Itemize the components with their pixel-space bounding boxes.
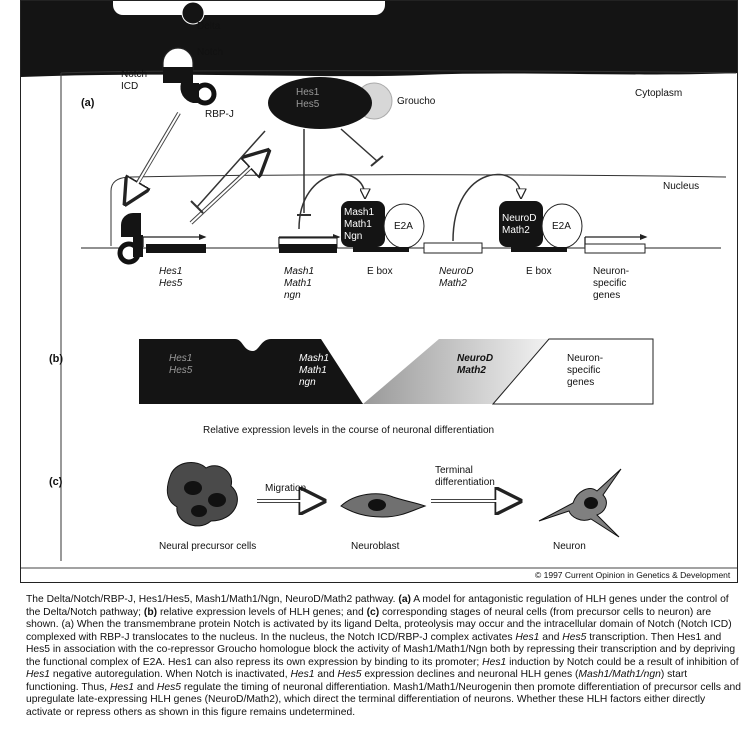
- caption-a-text: A model for antagonistic regulation of HLH genes under the control of the Delta/Notch pathway;: [26, 594, 729, 618]
- caption-b-bold: (b): [143, 606, 158, 618]
- panel-c-label: (c): [49, 476, 63, 488]
- neurod-gene-label: NeuroD Math2: [439, 266, 474, 289]
- caption-c-bold: (c): [366, 606, 380, 618]
- neuroblast-nucleus: [368, 499, 386, 511]
- delta-cell-outline: [113, 1, 385, 15]
- caption-and-a: and: [539, 631, 563, 643]
- caption-a-bold: (a): [398, 594, 411, 605]
- mash-gene: [279, 244, 337, 253]
- caption-lead: The Delta/Notch/RBP-J, Hes1/Hes5, Mash1/Math1/Ngn, NeuroD/Math2 pathway.: [26, 594, 399, 605]
- ebox-2: [511, 247, 567, 252]
- caption-hes1-a: Hes1: [515, 631, 540, 643]
- caption-mash: Mash1/Math1/ngn: [578, 669, 661, 680]
- notch-icd-shape: [180, 83, 199, 103]
- expr-neuron-label: Neuron- specific genes: [567, 353, 604, 388]
- hes-complex-label: Hes1 Hes5: [296, 87, 320, 110]
- mash-gene-label: Mash1 Math1 ngn: [284, 266, 315, 301]
- neurod-gene: [424, 243, 482, 253]
- caption-c-text: corresponding stages of neural cells (from precursor cells to neuron) are shown. (a) When the transmembrane protein Notch is activated by its ligand Delta, proteolysis may occur and the intracellular domain of Notch (Notch ICD) complexed with RBP-J translocates to the nucleus. In the nucleus, the Notch ICD/RBP-J complex activates: [26, 606, 732, 643]
- caption-t5: expression declines and neuronal HLH genes (: [361, 669, 579, 680]
- hes-complex: [268, 77, 372, 129]
- translocation-arrow-inner: [129, 113, 179, 198]
- expr-hes-label: Hes1 Hes5: [169, 353, 193, 376]
- expr-neurod-label: NeuroD Math2: [457, 353, 494, 376]
- expr-mash-label: Mash1 Math1 ngn: [299, 353, 330, 388]
- panel-b-label: (b): [49, 353, 64, 365]
- inhibit-e2a: [341, 129, 377, 161]
- caption-b-text: relative expression levels of HLH genes; and: [157, 606, 367, 618]
- caption-t2: transcription. Then Hes1 and Hes5 in association with the co-repressor Groucho homologue block the activity of Mash1/Math1/Ngn both by repressing their transcription and by depriving the functional complex of E2A. Hes1 can also repress its own expression by binding to its promoter;: [26, 631, 736, 668]
- caption-t4: negative autoregulation. When Notch is inactivated,: [50, 669, 291, 680]
- rbpj-nuclear: [121, 213, 141, 237]
- ebox-2-label: E box: [526, 266, 552, 277]
- neuron-gene: [585, 244, 645, 253]
- precursor-nucleus-2: [208, 493, 226, 507]
- neuron-cell: [539, 469, 621, 537]
- pathway-figure: [20, 0, 738, 583]
- copyright: © 1997 Current Opinion in Genetics & Development: [535, 570, 731, 580]
- notch-label: Notch: [197, 47, 224, 58]
- e2a-2-label: E2A: [552, 221, 571, 232]
- migration-label: Migration: [265, 483, 307, 494]
- ebox-1: [353, 247, 409, 252]
- neuroblast-label: Neuroblast: [351, 541, 400, 552]
- hes-gene: [146, 244, 206, 253]
- notch-receptor-body: [163, 67, 193, 83]
- caption-hes1-b: Hes1: [482, 656, 507, 668]
- groucho-label: Groucho: [397, 96, 436, 107]
- cytoplasm-label: Cytoplasm: [635, 88, 683, 99]
- precursor-nucleus-1: [184, 481, 202, 495]
- neuron-nucleus: [584, 497, 598, 509]
- caption-hes1-c: Hes1: [26, 669, 51, 680]
- caption-t7: regulate the timing of neuronal differentiation. Mash1/Math1/Neurogenin then promote differentiation of precursor cells and upregulate late-expressing HLH genes (NeuroD/Math2), which direct the terminal differentiation of neurons. Whether these HLH factors either directly activate or repress others as shown in this figure remains undetermined.: [26, 681, 741, 718]
- caption-t6: ) start functioning. Thus,: [26, 669, 688, 693]
- caption-hes5-b: Hes5: [337, 669, 362, 680]
- caption-hes1-d: Hes1: [290, 669, 315, 680]
- precursor-label: Neural precursor cells: [159, 541, 257, 552]
- notch-icd-label: Notch ICD: [121, 69, 148, 92]
- inhibit-hes-self: [197, 131, 265, 207]
- caption-hes5-a: Hes5: [562, 631, 587, 643]
- figure-caption: [26, 594, 741, 719]
- caption-and-b: and: [314, 669, 338, 680]
- caption-hes5-c: Hes5: [156, 681, 181, 693]
- terminal-label: Terminal differentiation: [435, 465, 495, 488]
- precursor-nucleus-3: [191, 505, 207, 517]
- caption-t3: induction by Notch could be a result of inhibition of: [506, 656, 739, 668]
- hes-gene-label: Hes1 Hes5: [159, 266, 183, 289]
- mash-complex-label: Mash1 Math1 Ngn: [344, 207, 375, 242]
- rbpj-label: RBP-J: [205, 109, 234, 120]
- neuron-label: Neuron: [553, 541, 586, 552]
- nucleus-label: Nucleus: [663, 181, 700, 192]
- rbpj-nuclear-body: [133, 235, 143, 257]
- ebox-1-label: E box: [367, 266, 393, 277]
- delta-label: Delta: [197, 21, 221, 32]
- expression-caption: Relative expression levels in the course of neuronal differentiation: [203, 425, 495, 436]
- neuron-gene-label: Neuron- specific genes: [593, 266, 630, 301]
- e2a-1-label: E2A: [394, 221, 413, 232]
- caption-and-c: and: [134, 681, 157, 693]
- neurod-complex-label: NeuroD Math2: [502, 213, 537, 236]
- panel-a-label: (a): [81, 97, 95, 109]
- caption-hes1-e: Hes1: [109, 681, 135, 693]
